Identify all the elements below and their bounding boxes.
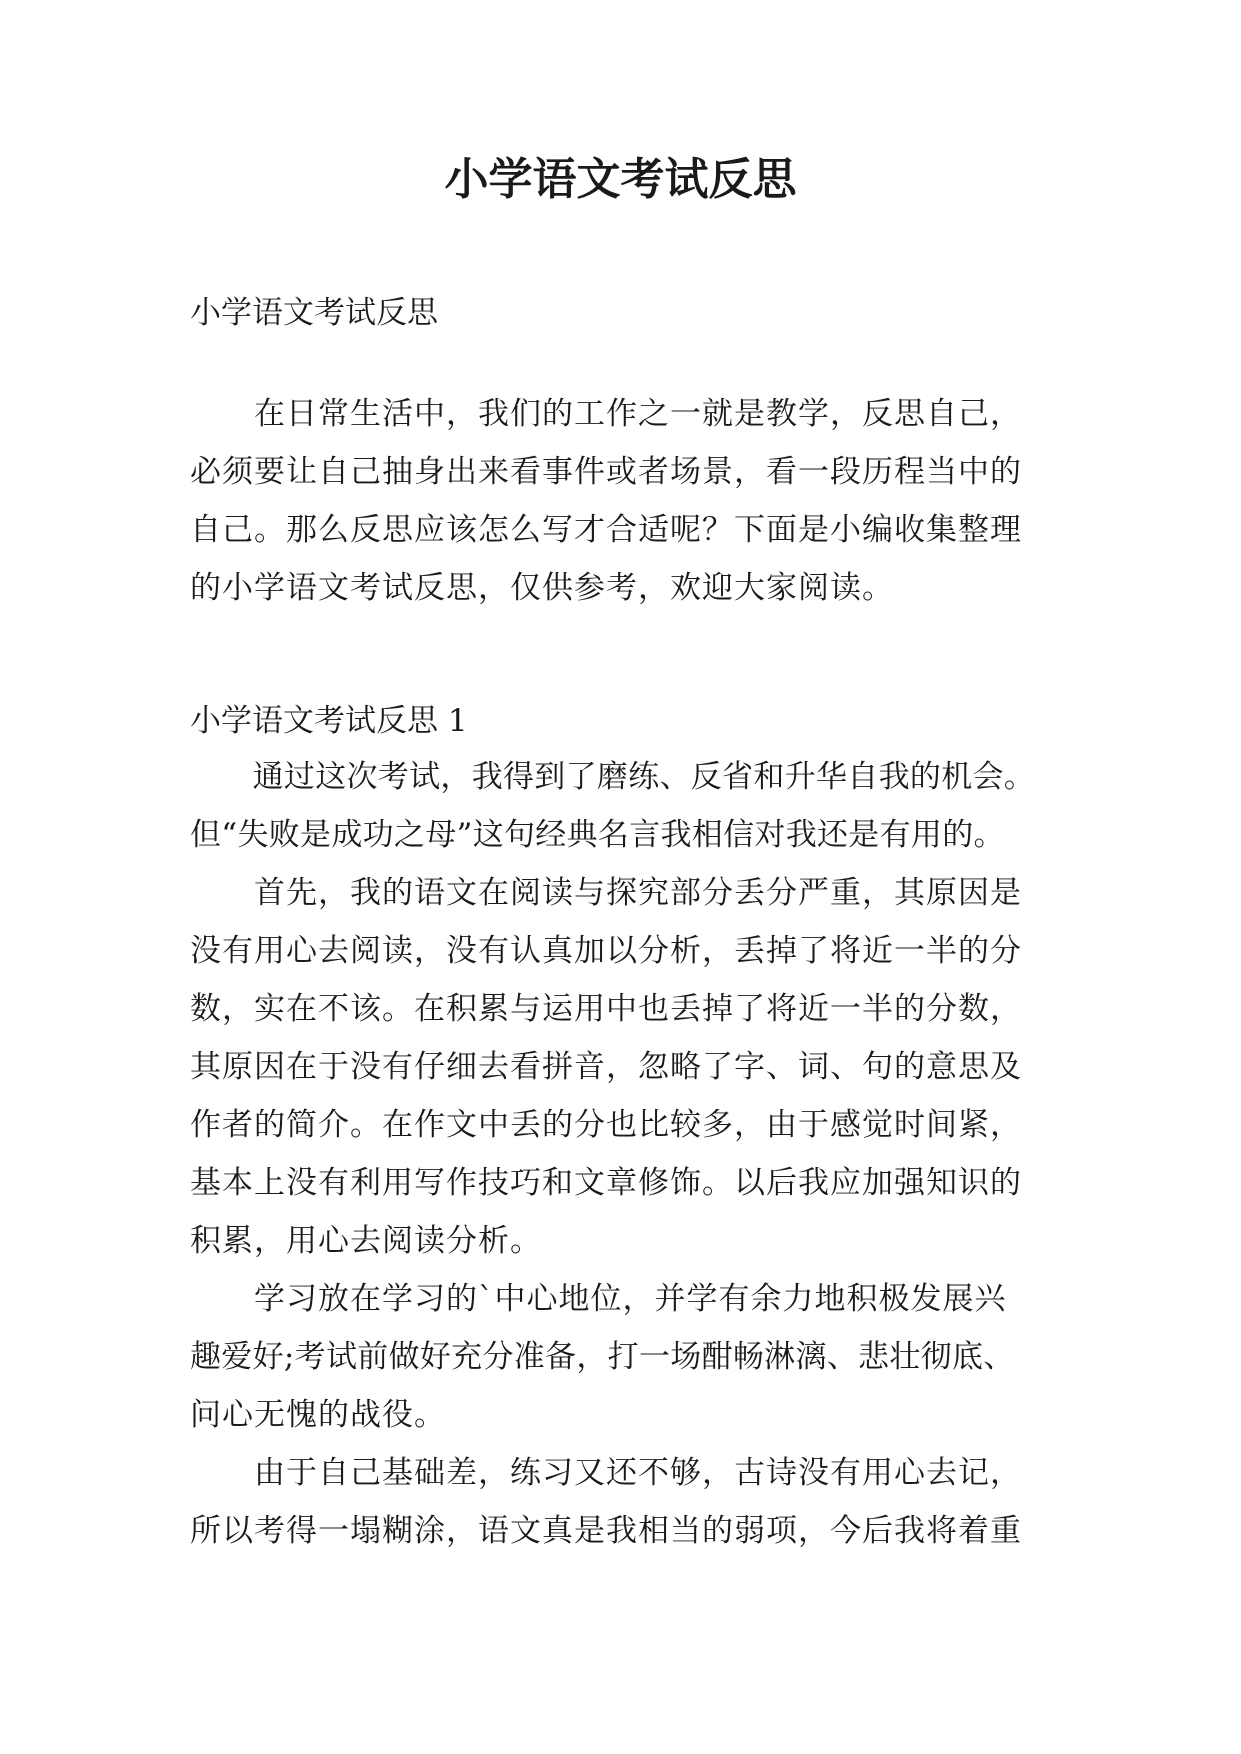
intro-line: 在日常生活中，我们的工作之一就是教学，反思自己，: [190, 396, 1022, 432]
body-line: 其原因在于没有仔细去看拼音，忽略了字、词、句的意思及: [190, 1049, 1022, 1085]
body-line: 首先，我的语文在阅读与探究部分丢分严重，其原因是: [190, 875, 1022, 911]
section-body: [190, 748, 1070, 1560]
intro-line: 自己。那么反思应该怎么写才合适呢？下面是小编收集整理: [190, 512, 1022, 548]
section-heading: 小学语文考试反思 1: [190, 703, 468, 739]
body-line: 没有用心去阅读，没有认真加以分析，丢掉了将近一半的分: [190, 933, 1022, 969]
body-line: 由于自己基础差，练习又还不够，古诗没有用心去记，: [190, 1455, 1022, 1491]
body-line: 通过这次考试，我得到了磨练、反省和升华自我的机会。: [190, 759, 1036, 795]
body-line: 数，实在不该。在积累与运用中也丢掉了将近一半的分数，: [190, 991, 1022, 1027]
intro-line: 的小学语文考试反思，仅供参考，欢迎大家阅读。: [190, 570, 894, 606]
body-line: 作者的简介。在作文中丢的分也比较多，由于感觉时间紧，: [190, 1107, 1022, 1143]
body-line: 学习放在学习的`中心地位，并学有余力地积极发展兴: [190, 1281, 1007, 1317]
document-subtitle: 小学语文考试反思: [190, 295, 438, 331]
body-line: 积累，用心去阅读分析。: [190, 1223, 542, 1259]
body-line: 趣爱好;考试前做好充分准备，打一场酣畅淋漓、悲壮彻底、: [190, 1339, 1015, 1375]
intro-line: 必须要让自己抽身出来看事件或者场景，看一段历程当中的: [190, 454, 1022, 490]
body-line: 问心无愧的战役。: [190, 1397, 446, 1433]
body-line: 基本上没有利用写作技巧和文章修饰。以后我应加强知识的: [190, 1165, 1022, 1201]
body-line: 所以考得一塌糊涂，语文真是我相当的弱项，今后我将着重: [190, 1513, 1022, 1549]
document-title: 小学语文考试反思: [444, 154, 797, 205]
intro-paragraph: [190, 385, 1070, 617]
body-line: 但“失败是成功之母”这句经典名言我相信对我还是有用的。: [190, 817, 1005, 853]
